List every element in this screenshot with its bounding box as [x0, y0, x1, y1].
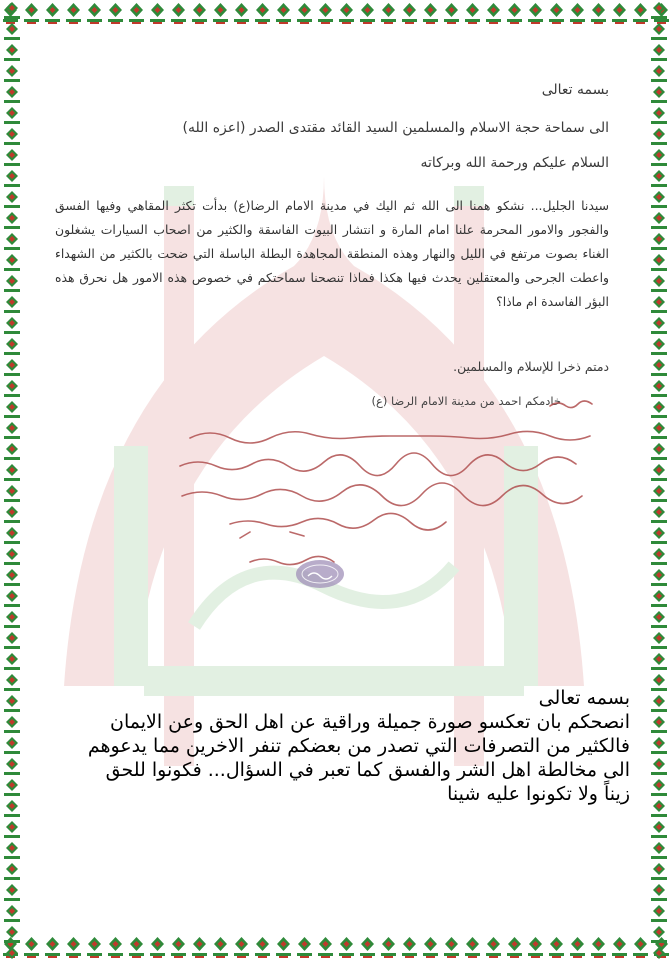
- typed-reply-line: انصحكم بان تعكسو صورة جميلة وراقية عن اهل الحق وعن الايمان: [109, 711, 630, 733]
- typed-reply-line: فالكثير من التصرفات التي تصدر من بعضكم تنفر الاخرين مما يدعوهم: [87, 735, 630, 757]
- typed-reply-line: زيناً ولا تكونوا عليه شينا: [447, 783, 630, 805]
- letter-closing: دمتم ذخرا للإسلام والمسلمين.: [453, 359, 609, 374]
- typed-reply: [40, 686, 630, 806]
- letter-addressee: الى سماحة حجة الاسلام والمسلمين السيد القائد مقتدى الصدر (اعزه الله): [182, 120, 609, 136]
- letter-signature: خادمكم احمد من مدينة الامام الرضا (ع): [371, 394, 561, 408]
- seal-stamp: [296, 560, 344, 588]
- typed-reply-line: بسمه تعالى: [538, 687, 630, 709]
- handwritten-reply: [170, 392, 610, 592]
- letter-body: سيدنا الجليل... نشكو همنا الى الله ثم اليك في مدينة الامام الرضا(ع) بدأت تكثر المقاهي وفيها الفسق والفجور والامور المحرمة علنا امام المارة و انتشار البيوت الفاسقة والكثير من اصحاب السيارات يشغلون الغناء بصوت مرتفع في الليل والنهار وهذه المنطقة المجاهدة البطلة الباسلة التي ضحت بالكثير من الشهداء واعطت الجرحى والمعتقلين يحدث فيها هكذا فماذا تنصحنا سماحتكم في خصوص هذه الامور هل نحرق هذه البؤر الفاسدة ام ماذا؟: [55, 198, 609, 309]
- typed-reply-line: الى مخالطة اهل الشر والفسق كما تعبر في السؤال... فكونوا للحق: [105, 759, 630, 781]
- letter-salam: السلام عليكم ورحمة الله وبركاته: [420, 155, 609, 171]
- letter-greeting: بسمه تعالى: [541, 82, 609, 98]
